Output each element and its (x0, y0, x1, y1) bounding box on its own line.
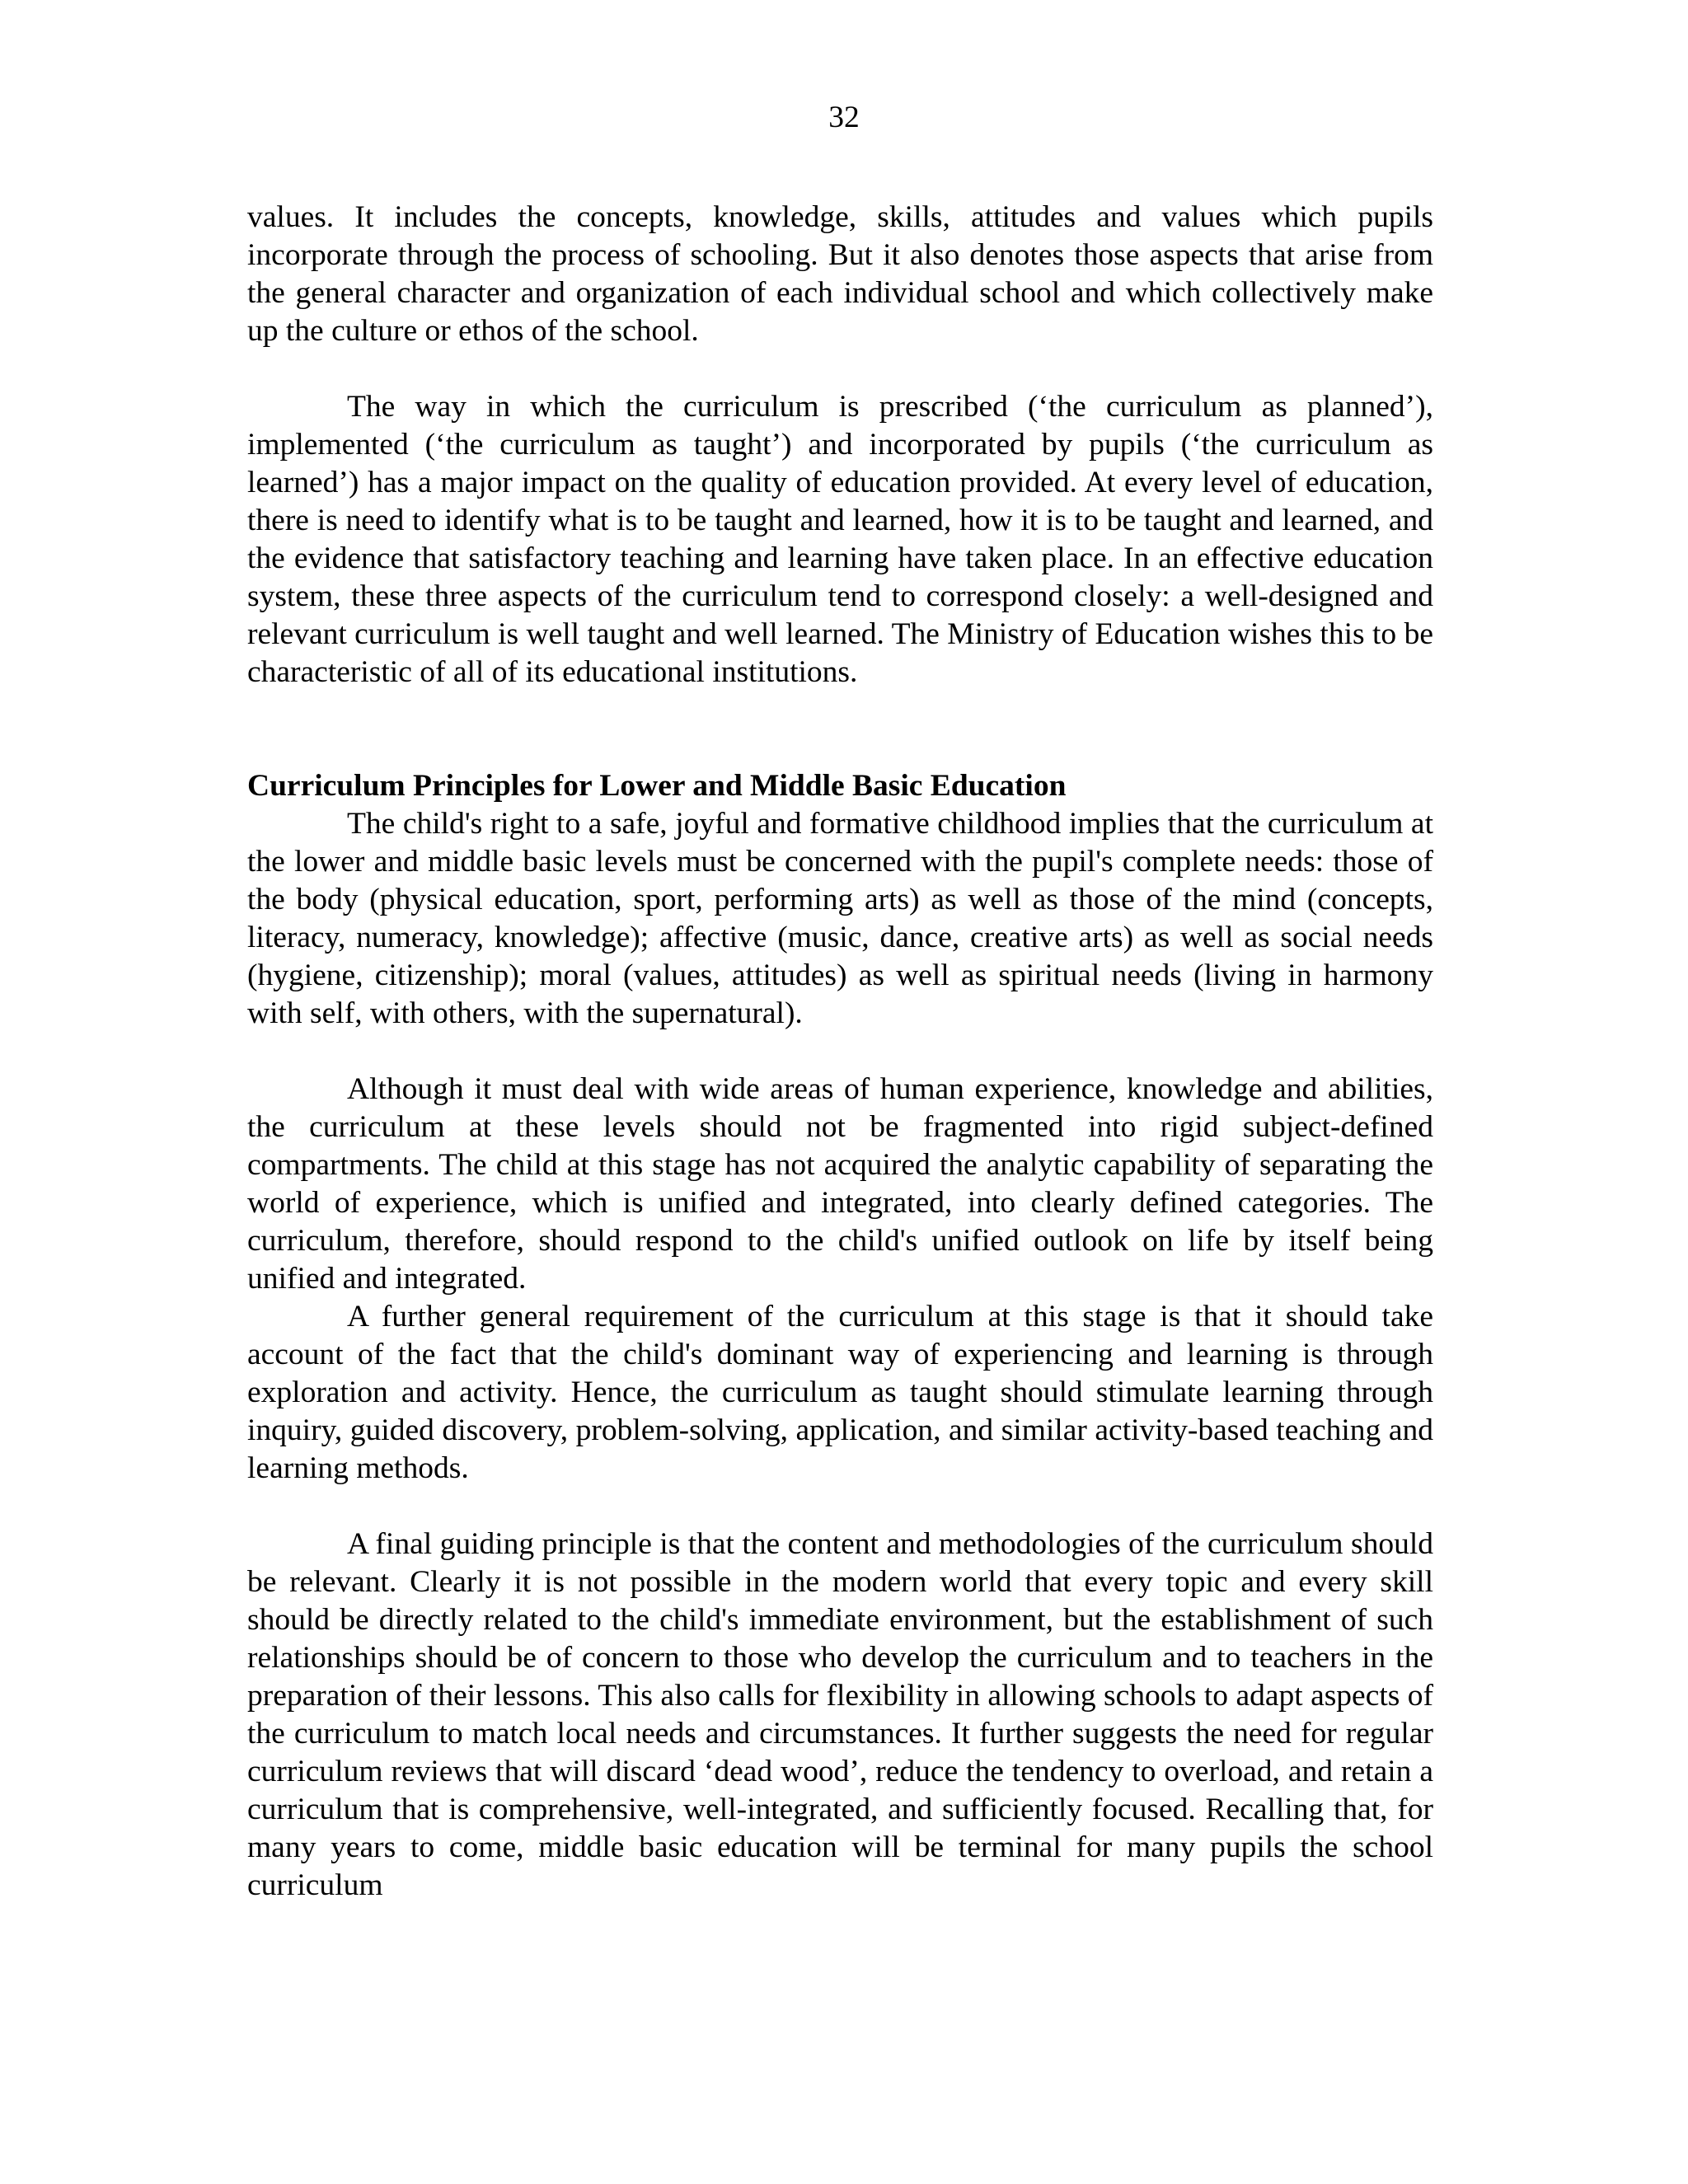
body-text (247, 199, 1433, 1905)
paragraph-general-requirement: A further general requirement of the curriculum at this stage is that it should take account of the fact that the child's dominant way of experiencing and learning is through exploration and activity. Hence, the curriculum as taught should stimulate learning through inquiry, guided discovery, problem-solving, application, and similar activity-based teaching and learning methods. (247, 1300, 1433, 1485)
paragraph-wide-areas: Although it must deal with wide areas of human experience, knowledge and abilities, the curriculum at these levels should not be fragmented into rigid subject-defined compartments. The child at this stage has not acquired the analytic capability of separating the world of experience, which is unified and integrated, into clearly defined categories. The curriculum, therefore, should respond to the child's unified outlook on life by itself being unified and integrated. (247, 1072, 1433, 1296)
paragraph-childs-right: The child's right to a safe, joyful and formative childhood implies that the curriculum at the lower and middle basic levels must be concerned with the pupil's complete needs: those of the body (physical education, sport, performing arts) as well as those of the mind (concepts, literacy, numeracy, knowledge); affective (music, dance, creative arts) as well as social needs (hygiene, citizenship); moral (values, attitudes) as well as spiritual needs (living in harmony with self, with others, with the supernatural). (247, 807, 1433, 1030)
section-heading: Curriculum Principles for Lower and Middle Basic Education (247, 769, 1067, 803)
page-number: 32 (828, 101, 860, 134)
paragraph-curriculum-prescribed: The way in which the curriculum is prescribed (‘the curriculum as planned’), implemented (‘the curriculum as taught’) and incorporated by pupils (‘the curriculum as learned’) has a major impact on the quality of education provided. At every level of education, there is need to identify what is to be taught and learned, how it is to be taught and learned, and the evidence that satisfactory teaching and learning have taken place. In an effective education system, these three aspects of the curriculum tend to correspond closely: a well-designed and relevant curriculum is well taught and well learned. The Ministry of Education wishes this to be characteristic of all of its educational institutions. (247, 390, 1433, 689)
paragraph-final-principle: A final guiding principle is that the content and methodologies of the curriculum should be relevant. Clearly it is not possible in the modern world that every topic and every skill should be directly related to the child's immediate environment, but the establishment of such relationships should be of concern to those who develop the curriculum and to teachers in the preparation of their lessons. This also calls for flexibility in allowing schools to adapt aspects of the curriculum to match local needs and circumstances. It further suggests the need for regular curriculum reviews that will discard ‘dead wood’, reduce the tendency to overload, and retain a curriculum that is comprehensive, well-integrated, and sufficiently focused. Recalling that, for many years to come, middle basic education will be terminal for many pupils the school curriculum (247, 1527, 1433, 1902)
paragraph-values: values. It includes the concepts, knowledge, skills, attitudes and values which pupils incorporate through the process of schooling. But it also denotes those aspects that arise from the general character and organization of each individual school and which collectively make up the culture or ethos of the school. (247, 200, 1433, 348)
